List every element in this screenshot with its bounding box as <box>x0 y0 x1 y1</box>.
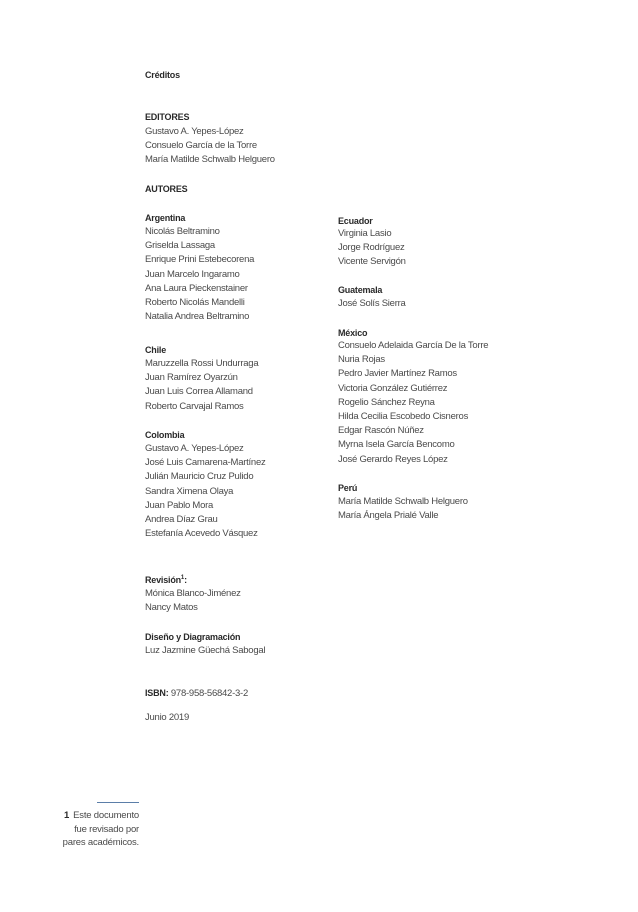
author-name: Griselda Lassaga <box>145 240 215 252</box>
author-name: Estefanía Acevedo Vásquez <box>145 528 258 540</box>
country-heading-chile: Chile <box>145 345 167 355</box>
footnote-divider <box>97 802 139 803</box>
revision-heading-text: Revisión <box>145 575 181 585</box>
country-heading-guatemala: Guatemala <box>338 285 383 295</box>
author-name: Juan Ramírez Oyarzún <box>145 372 238 384</box>
ecuador-authors <box>338 227 406 270</box>
author-name: Hilda Cecilia Escobedo Cisneros <box>338 411 469 423</box>
editors-list <box>145 125 275 168</box>
credits-title: Créditos <box>145 70 180 80</box>
author-name: Sandra Ximena Olaya <box>145 485 234 497</box>
author-name: Juan Luis Correa Allamand <box>145 386 253 398</box>
author-name: Enrique Prini Estebecorena <box>145 254 255 266</box>
author-name: Roberto Carvajal Ramos <box>145 400 244 412</box>
author-name: Andrea Díaz Grau <box>145 514 218 526</box>
author-name: Julián Mauricio Cruz Pulido <box>145 471 254 483</box>
isbn <box>145 686 248 701</box>
footnote-number: 1 <box>64 810 70 821</box>
country-heading-peru: Perú <box>338 483 358 493</box>
author-name: Vicente Servigón <box>338 256 406 268</box>
author-name: Juan Marcelo Ingaramo <box>145 268 240 280</box>
author-name: Myrna Isela García Bencomo <box>338 439 455 451</box>
publication-date: Junio 2019 <box>145 712 189 723</box>
isbn-value: 978-958-56842-3-2 <box>170 688 248 699</box>
footnote-line: pares académicos. <box>62 837 139 848</box>
country-heading-ecuador: Ecuador <box>338 216 373 226</box>
author-name: Edgar Rascón Núñez <box>338 425 424 437</box>
author-name: Roberto Nicolás Mandelli <box>145 297 245 309</box>
author-name: María Matilde Schwalb Helguero <box>338 496 468 507</box>
author-name: Consuelo Adelaida García De la Torre <box>338 340 489 351</box>
country-heading-mexico: México <box>338 328 368 338</box>
country-heading-argentina: Argentina <box>145 213 186 223</box>
mexico-authors <box>338 339 488 467</box>
editor-name: María Matilde Schwalb Helguero <box>145 154 275 166</box>
author-name: Pedro Javier Martínez Ramos <box>338 368 457 380</box>
reviewer-name: Nancy Matos <box>145 602 198 614</box>
footnote-marker: 1 <box>180 575 185 581</box>
footnote <box>63 809 139 850</box>
revision-list <box>145 587 241 615</box>
revision-heading <box>145 575 187 585</box>
revision-colon: : <box>184 575 187 585</box>
author-name: Juan Pablo Mora <box>145 499 214 511</box>
footnote-line: fue revisado por <box>74 823 139 835</box>
author-name: Jorge Rodríguez <box>338 242 405 254</box>
author-name: Nuria Rojas <box>338 354 385 366</box>
design-list <box>145 644 265 658</box>
design-heading: Diseño y Diagramación <box>145 632 241 642</box>
editors-heading: EDITORES <box>145 112 190 122</box>
author-name: José Luis Camarena-Martínez <box>145 457 266 469</box>
reviewer-name: Mónica Blanco-Jiménez <box>145 588 241 599</box>
author-name: Rogelio Sánchez Reyna <box>338 396 435 408</box>
author-name: Victoria González Gutiérrez <box>338 382 448 394</box>
argentina-authors <box>145 225 254 324</box>
author-name: Ana Laura Pieckenstainer <box>145 282 248 294</box>
author-name: José Gerardo Reyes López <box>338 453 448 465</box>
author-name: Virginia Lasio <box>338 228 392 239</box>
author-name: José Solís Sierra <box>338 298 406 309</box>
designer-name: Luz Jazmine Güechá Sabogal <box>145 645 266 656</box>
editor-name: Consuelo García de la Torre <box>145 140 257 152</box>
guatemala-authors <box>338 297 406 311</box>
chile-authors <box>145 357 258 414</box>
authors-heading: AUTORES <box>145 184 188 194</box>
peru-authors <box>338 495 468 523</box>
author-name: María Ángela Prialé Valle <box>338 510 439 522</box>
author-name: Gustavo A. Yepes-López <box>145 443 244 454</box>
author-name: Nicolás Beltramino <box>145 226 220 237</box>
colombia-authors <box>145 442 266 541</box>
country-heading-colombia: Colombia <box>145 430 185 440</box>
author-name: Maruzzella Rossi Undurraga <box>145 358 259 369</box>
author-name: Natalia Andrea Beltramino <box>145 311 250 323</box>
isbn-label: ISBN: <box>145 688 169 698</box>
editor-name: Gustavo A. Yepes-López <box>145 126 244 137</box>
footnote-line <box>63 809 139 823</box>
footnote-text: Este documento <box>73 810 139 821</box>
